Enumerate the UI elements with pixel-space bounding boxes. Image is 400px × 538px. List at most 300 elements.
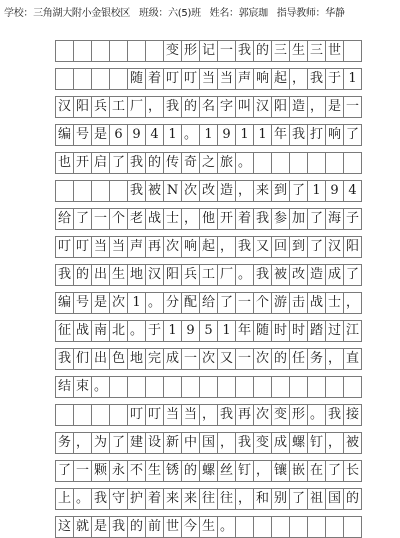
title-cell: 变 [163, 40, 182, 62]
grid-cell: 设 [145, 432, 164, 454]
grid-cell [343, 152, 362, 174]
grid-cell: 上 [55, 488, 74, 510]
grid-cell: 旅 [217, 152, 236, 174]
grid-cell [289, 516, 308, 538]
grid-cell: 又 [217, 348, 236, 370]
grid-cell: 来 [181, 488, 200, 510]
grid-cell: 我 [253, 264, 272, 286]
student-name-label: 姓名：郭宸珈 [209, 8, 268, 19]
grid-cell: 是 [325, 96, 344, 118]
grid-cell [181, 376, 200, 398]
grid-cell: 兵 [181, 264, 200, 286]
grid-cell: ， [235, 488, 254, 510]
grid-cell: 出 [91, 348, 110, 370]
grid-cell [217, 376, 236, 398]
title-cell: 生 [289, 40, 308, 62]
title-cell [73, 40, 92, 62]
grid-cell: 之 [199, 152, 218, 174]
teacher-label: 指导教师：华静 [276, 8, 345, 19]
grid-cell: ， [73, 432, 92, 454]
grid-cell: 开 [73, 152, 92, 174]
grid-cell: 。 [217, 516, 236, 538]
grid-cell [325, 152, 344, 174]
title-cell: 形 [181, 40, 200, 62]
grid-cell: 老 [127, 208, 146, 230]
grid-cell: 我 [55, 264, 74, 286]
grid-cell [91, 180, 110, 202]
grid-cell: 一 [73, 460, 92, 482]
grid-cell: 号 [73, 124, 92, 146]
grid-cell: 成 [163, 348, 182, 370]
grid-cell: 叮 [73, 236, 92, 258]
grid-cell: 战 [307, 292, 326, 314]
grid-cell: 我 [289, 124, 308, 146]
grid-cell: 奇 [181, 152, 200, 174]
grid-cell: 1 [163, 124, 182, 146]
title-cell: 三 [271, 40, 290, 62]
grid-cell: 编 [55, 292, 74, 314]
grid-cell: 当 [163, 404, 182, 426]
grid-cell: 5 [199, 320, 218, 342]
grid-cell: ， [217, 236, 236, 258]
grid-cell [271, 152, 290, 174]
grid-cell: 汉 [325, 236, 344, 258]
title-cell: 我 [235, 40, 254, 62]
grid-cell: 分 [163, 292, 182, 314]
title-cell [343, 40, 362, 62]
grid-cell [307, 152, 326, 174]
grid-cell: 当 [181, 404, 200, 426]
grid-cell [127, 376, 146, 398]
title-cell: 记 [199, 40, 218, 62]
grid-cell: 钉 [307, 432, 326, 454]
grid-cell: 6 [109, 124, 128, 146]
grid-cell: 1 [307, 180, 326, 202]
grid-cell: 了 [343, 264, 362, 286]
grid-cell: 接 [343, 404, 362, 426]
grid-cell [235, 376, 254, 398]
grid-cell: 这 [55, 516, 74, 538]
grid-cell: 改 [289, 264, 308, 286]
grid-cell: 北 [109, 320, 128, 342]
grid-cell: 起 [271, 68, 290, 90]
grid-cell: 的 [181, 96, 200, 118]
grid-cell: 打 [307, 124, 326, 146]
grid-cell: 又 [253, 236, 272, 258]
grid-cell: 色 [109, 348, 128, 370]
grid-cell: 启 [91, 152, 110, 174]
grid-cell: 4 [343, 180, 362, 202]
grid-cell: 地 [127, 348, 146, 370]
title-cell: 世 [325, 40, 344, 62]
grid-cell: ， [181, 208, 200, 230]
grid-cell: 时 [289, 320, 308, 342]
grid-cell: 护 [127, 488, 146, 510]
grid-cell: 变 [271, 404, 290, 426]
grid-cell: 丝 [217, 460, 236, 482]
grid-cell: 1 [127, 292, 146, 314]
grid-cell [109, 68, 128, 90]
grid-cell: 叮 [181, 68, 200, 90]
grid-cell: 结 [55, 376, 74, 398]
grid-cell: 给 [55, 208, 74, 230]
grid-cell: 我 [217, 404, 236, 426]
grid-cell [91, 68, 110, 90]
grid-cell: 国 [199, 432, 218, 454]
grid-cell: 祖 [307, 488, 326, 510]
grid-cell: 直 [343, 348, 362, 370]
grid-cell: 了 [325, 460, 344, 482]
grid-cell: 不 [127, 460, 146, 482]
grid-cell: 回 [271, 236, 290, 258]
grid-cell: 击 [289, 292, 308, 314]
title-cell [55, 40, 74, 62]
grid-cell: 我 [253, 208, 272, 230]
grid-cell: 螺 [289, 432, 308, 454]
grid-cell: 新 [163, 432, 182, 454]
grid-cell: 锈 [163, 460, 182, 482]
grid-cell: 我 [163, 96, 182, 118]
grid-cell [109, 180, 128, 202]
grid-cell: 4 [145, 124, 164, 146]
grid-cell: 一 [343, 96, 362, 118]
grid-cell [253, 152, 272, 174]
grid-cell: ， [343, 292, 362, 314]
grid-cell: 我 [307, 68, 326, 90]
grid-cell: 生 [109, 264, 128, 286]
worksheet-header [4, 8, 398, 20]
grid-cell: 今 [181, 516, 200, 538]
grid-cell: ， [199, 404, 218, 426]
grid-cell: 在 [307, 460, 326, 482]
grid-cell: 往 [217, 488, 236, 510]
grid-cell: 出 [91, 264, 110, 286]
grid-cell [73, 404, 92, 426]
grid-cell: 1 [343, 68, 362, 90]
grid-cell: 响 [325, 124, 344, 146]
grid-cell: 1 [235, 124, 254, 146]
grid-cell: 。 [91, 376, 110, 398]
grid-cell: 了 [289, 180, 308, 202]
grid-cell: 给 [199, 292, 218, 314]
grid-cell: 了 [109, 152, 128, 174]
grid-cell: 叫 [235, 96, 254, 118]
school-label: 学校：三角湖大附小金银校区 [4, 8, 131, 19]
essay-grid [56, 40, 362, 538]
grid-cell [55, 180, 74, 202]
grid-cell: 我 [235, 432, 254, 454]
grid-cell: 的 [127, 516, 146, 538]
grid-cell [163, 376, 182, 398]
grid-cell: 响 [253, 68, 272, 90]
grid-cell: 造 [307, 264, 326, 286]
grid-cell: 于 [145, 320, 164, 342]
grid-cell: 随 [127, 68, 146, 90]
grid-cell: 当 [217, 68, 236, 90]
grid-cell: 声 [235, 68, 254, 90]
grid-cell [271, 376, 290, 398]
grid-cell: 征 [55, 320, 74, 342]
grid-cell: 次 [253, 404, 272, 426]
grid-cell: 年 [235, 320, 254, 342]
grid-cell [145, 376, 164, 398]
grid-cell: 1 [199, 124, 218, 146]
grid-cell: 了 [217, 292, 236, 314]
grid-cell: 战 [145, 208, 164, 230]
title-cell [91, 40, 110, 62]
grid-cell: 了 [307, 236, 326, 258]
grid-cell: 1 [163, 320, 182, 342]
grid-cell: 成 [325, 264, 344, 286]
grid-cell: 我 [325, 404, 344, 426]
grid-cell [307, 516, 326, 538]
grid-cell [289, 152, 308, 174]
grid-cell [199, 376, 218, 398]
grid-cell: 过 [325, 320, 344, 342]
grid-cell: 着 [145, 488, 164, 510]
grid-cell: 战 [73, 320, 92, 342]
grid-cell: ， [307, 96, 326, 118]
grid-cell: 字 [217, 96, 236, 118]
grid-cell: 任 [289, 348, 308, 370]
grid-cell: 和 [253, 488, 272, 510]
grid-cell [325, 376, 344, 398]
grid-cell: 1 [253, 124, 272, 146]
title-cell: 一 [217, 40, 236, 62]
grid-cell: 配 [181, 292, 200, 314]
grid-cell: 。 [73, 488, 92, 510]
grid-cell: 我 [91, 488, 110, 510]
grid-cell: 开 [217, 208, 236, 230]
grid-cell: 我 [55, 348, 74, 370]
grid-cell: 务 [307, 348, 326, 370]
grid-cell: 为 [91, 432, 110, 454]
grid-cell: 工 [109, 96, 128, 118]
grid-cell: 他 [199, 208, 218, 230]
grid-cell: 中 [181, 432, 200, 454]
grid-cell: 编 [55, 124, 74, 146]
grid-cell [73, 180, 92, 202]
grid-cell: 往 [199, 488, 218, 510]
grid-cell: 来 [163, 488, 182, 510]
grid-cell: 号 [73, 292, 92, 314]
title-cell [127, 40, 146, 62]
grid-cell: 9 [217, 124, 236, 146]
grid-cell: 子 [343, 208, 362, 230]
grid-cell [235, 516, 254, 538]
grid-cell: 再 [145, 236, 164, 258]
grid-cell: 声 [127, 236, 146, 258]
grid-cell: 生 [145, 460, 164, 482]
grid-cell: 完 [145, 348, 164, 370]
grid-cell: 。 [145, 292, 164, 314]
grid-cell [325, 516, 344, 538]
grid-cell: 次 [181, 180, 200, 202]
class-label: 班级：六(5)班 [139, 8, 201, 19]
grid-cell: 也 [55, 152, 74, 174]
grid-cell [289, 376, 308, 398]
grid-cell: 。 [235, 264, 254, 286]
grid-cell: 次 [163, 236, 182, 258]
grid-cell: 被 [343, 432, 362, 454]
grid-cell: 螺 [199, 460, 218, 482]
grid-cell: 一 [235, 292, 254, 314]
grid-cell: 形 [289, 404, 308, 426]
grid-cell: 钉 [235, 460, 254, 482]
grid-cell: 次 [109, 292, 128, 314]
grid-cell: 了 [289, 488, 308, 510]
grid-cell: 嵌 [289, 460, 308, 482]
grid-cell: 汉 [145, 264, 164, 286]
grid-cell: 叮 [55, 236, 74, 258]
grid-cell: 阳 [343, 236, 362, 258]
grid-cell: ， [289, 68, 308, 90]
grid-cell: 前 [145, 516, 164, 538]
grid-cell [91, 404, 110, 426]
grid-cell: 。 [181, 124, 200, 146]
grid-cell: 兵 [91, 96, 110, 118]
grid-cell: 守 [109, 488, 128, 510]
grid-cell: 务 [55, 432, 74, 454]
grid-cell: 我 [235, 236, 254, 258]
grid-cell: N [163, 180, 182, 202]
grid-cell: 被 [271, 264, 290, 286]
grid-cell: 建 [127, 432, 146, 454]
grid-cell: 是 [91, 292, 110, 314]
grid-cell: 颗 [91, 460, 110, 482]
grid-cell: 时 [271, 320, 290, 342]
grid-cell: 是 [91, 516, 110, 538]
grid-cell: 着 [235, 208, 254, 230]
grid-cell: 到 [271, 180, 290, 202]
grid-cell: 的 [145, 152, 164, 174]
grid-cell: 一 [91, 208, 110, 230]
grid-cell: 着 [145, 68, 164, 90]
grid-cell: 我 [109, 516, 128, 538]
grid-cell: 汉 [55, 96, 74, 118]
grid-cell: 名 [199, 96, 218, 118]
grid-cell: 参 [271, 208, 290, 230]
title-cell: 三 [307, 40, 326, 62]
grid-cell: 一 [181, 348, 200, 370]
grid-cell: 厂 [127, 96, 146, 118]
grid-cell: ， [325, 348, 344, 370]
grid-cell: 的 [73, 264, 92, 286]
grid-cell: 9 [181, 320, 200, 342]
grid-cell: 个 [109, 208, 128, 230]
grid-cell: 当 [91, 236, 110, 258]
grid-cell: 造 [289, 96, 308, 118]
grid-cell [307, 376, 326, 398]
grid-cell [55, 404, 74, 426]
grid-cell: 游 [271, 292, 290, 314]
grid-cell: 叮 [163, 68, 182, 90]
grid-cell: 我 [127, 180, 146, 202]
grid-cell: 再 [235, 404, 254, 426]
grid-cell: 了 [73, 208, 92, 230]
grid-cell: 阳 [271, 96, 290, 118]
grid-cell: 的 [271, 348, 290, 370]
grid-cell [55, 68, 74, 90]
grid-cell: 镶 [271, 460, 290, 482]
grid-cell: 改 [199, 180, 218, 202]
grid-cell: 世 [163, 516, 182, 538]
grid-cell: 1 [217, 320, 236, 342]
title-cell: 的 [253, 40, 272, 62]
grid-cell: 被 [145, 180, 164, 202]
grid-cell: 当 [109, 236, 128, 258]
grid-cell: 传 [163, 152, 182, 174]
grid-cell [73, 68, 92, 90]
grid-cell: 江 [343, 320, 362, 342]
grid-cell: 束 [73, 376, 92, 398]
grid-cell: ， [235, 180, 254, 202]
grid-cell: 地 [127, 264, 146, 286]
grid-cell: ， [145, 96, 164, 118]
grid-cell: 年 [271, 124, 290, 146]
grid-cell: 就 [73, 516, 92, 538]
grid-cell: 国 [325, 488, 344, 510]
grid-cell: 长 [343, 460, 362, 482]
grid-cell: 厂 [217, 264, 236, 286]
grid-cell: 次 [253, 348, 272, 370]
grid-cell: 士 [325, 292, 344, 314]
grid-cell: 阳 [73, 96, 92, 118]
grid-cell [253, 376, 272, 398]
grid-cell: 当 [199, 68, 218, 90]
grid-cell: 永 [109, 460, 128, 482]
grid-cell: 起 [199, 236, 218, 258]
grid-cell: 工 [199, 264, 218, 286]
grid-cell: 。 [235, 152, 254, 174]
grid-cell: 次 [199, 348, 218, 370]
grid-cell [343, 376, 362, 398]
grid-cell: ， [217, 432, 236, 454]
grid-cell: 于 [325, 68, 344, 90]
grid-cell: 。 [307, 404, 326, 426]
grid-cell: 阳 [163, 264, 182, 286]
title-cell [109, 40, 128, 62]
grid-cell: 们 [73, 348, 92, 370]
grid-cell: 海 [325, 208, 344, 230]
grid-cell: 了 [307, 208, 326, 230]
grid-cell: 来 [253, 180, 272, 202]
grid-cell: 是 [91, 124, 110, 146]
grid-cell: 变 [253, 432, 272, 454]
title-cell [145, 40, 164, 62]
grid-cell: 到 [289, 236, 308, 258]
grid-cell: 加 [289, 208, 308, 230]
grid-cell: 了 [109, 432, 128, 454]
grid-cell: 的 [181, 460, 200, 482]
grid-cell: 了 [55, 460, 74, 482]
grid-cell: 随 [253, 320, 272, 342]
grid-cell: 叮 [145, 404, 164, 426]
grid-cell: ， [253, 460, 272, 482]
grid-cell [253, 516, 272, 538]
grid-cell: 汉 [253, 96, 272, 118]
grid-cell [343, 516, 362, 538]
grid-cell: 生 [199, 516, 218, 538]
grid-cell: 个 [253, 292, 272, 314]
grid-cell [109, 376, 128, 398]
grid-cell: ， [325, 432, 344, 454]
grid-cell: 南 [91, 320, 110, 342]
grid-cell: 一 [235, 348, 254, 370]
grid-cell: 造 [217, 180, 236, 202]
grid-cell: 9 [325, 180, 344, 202]
grid-cell: 士 [163, 208, 182, 230]
